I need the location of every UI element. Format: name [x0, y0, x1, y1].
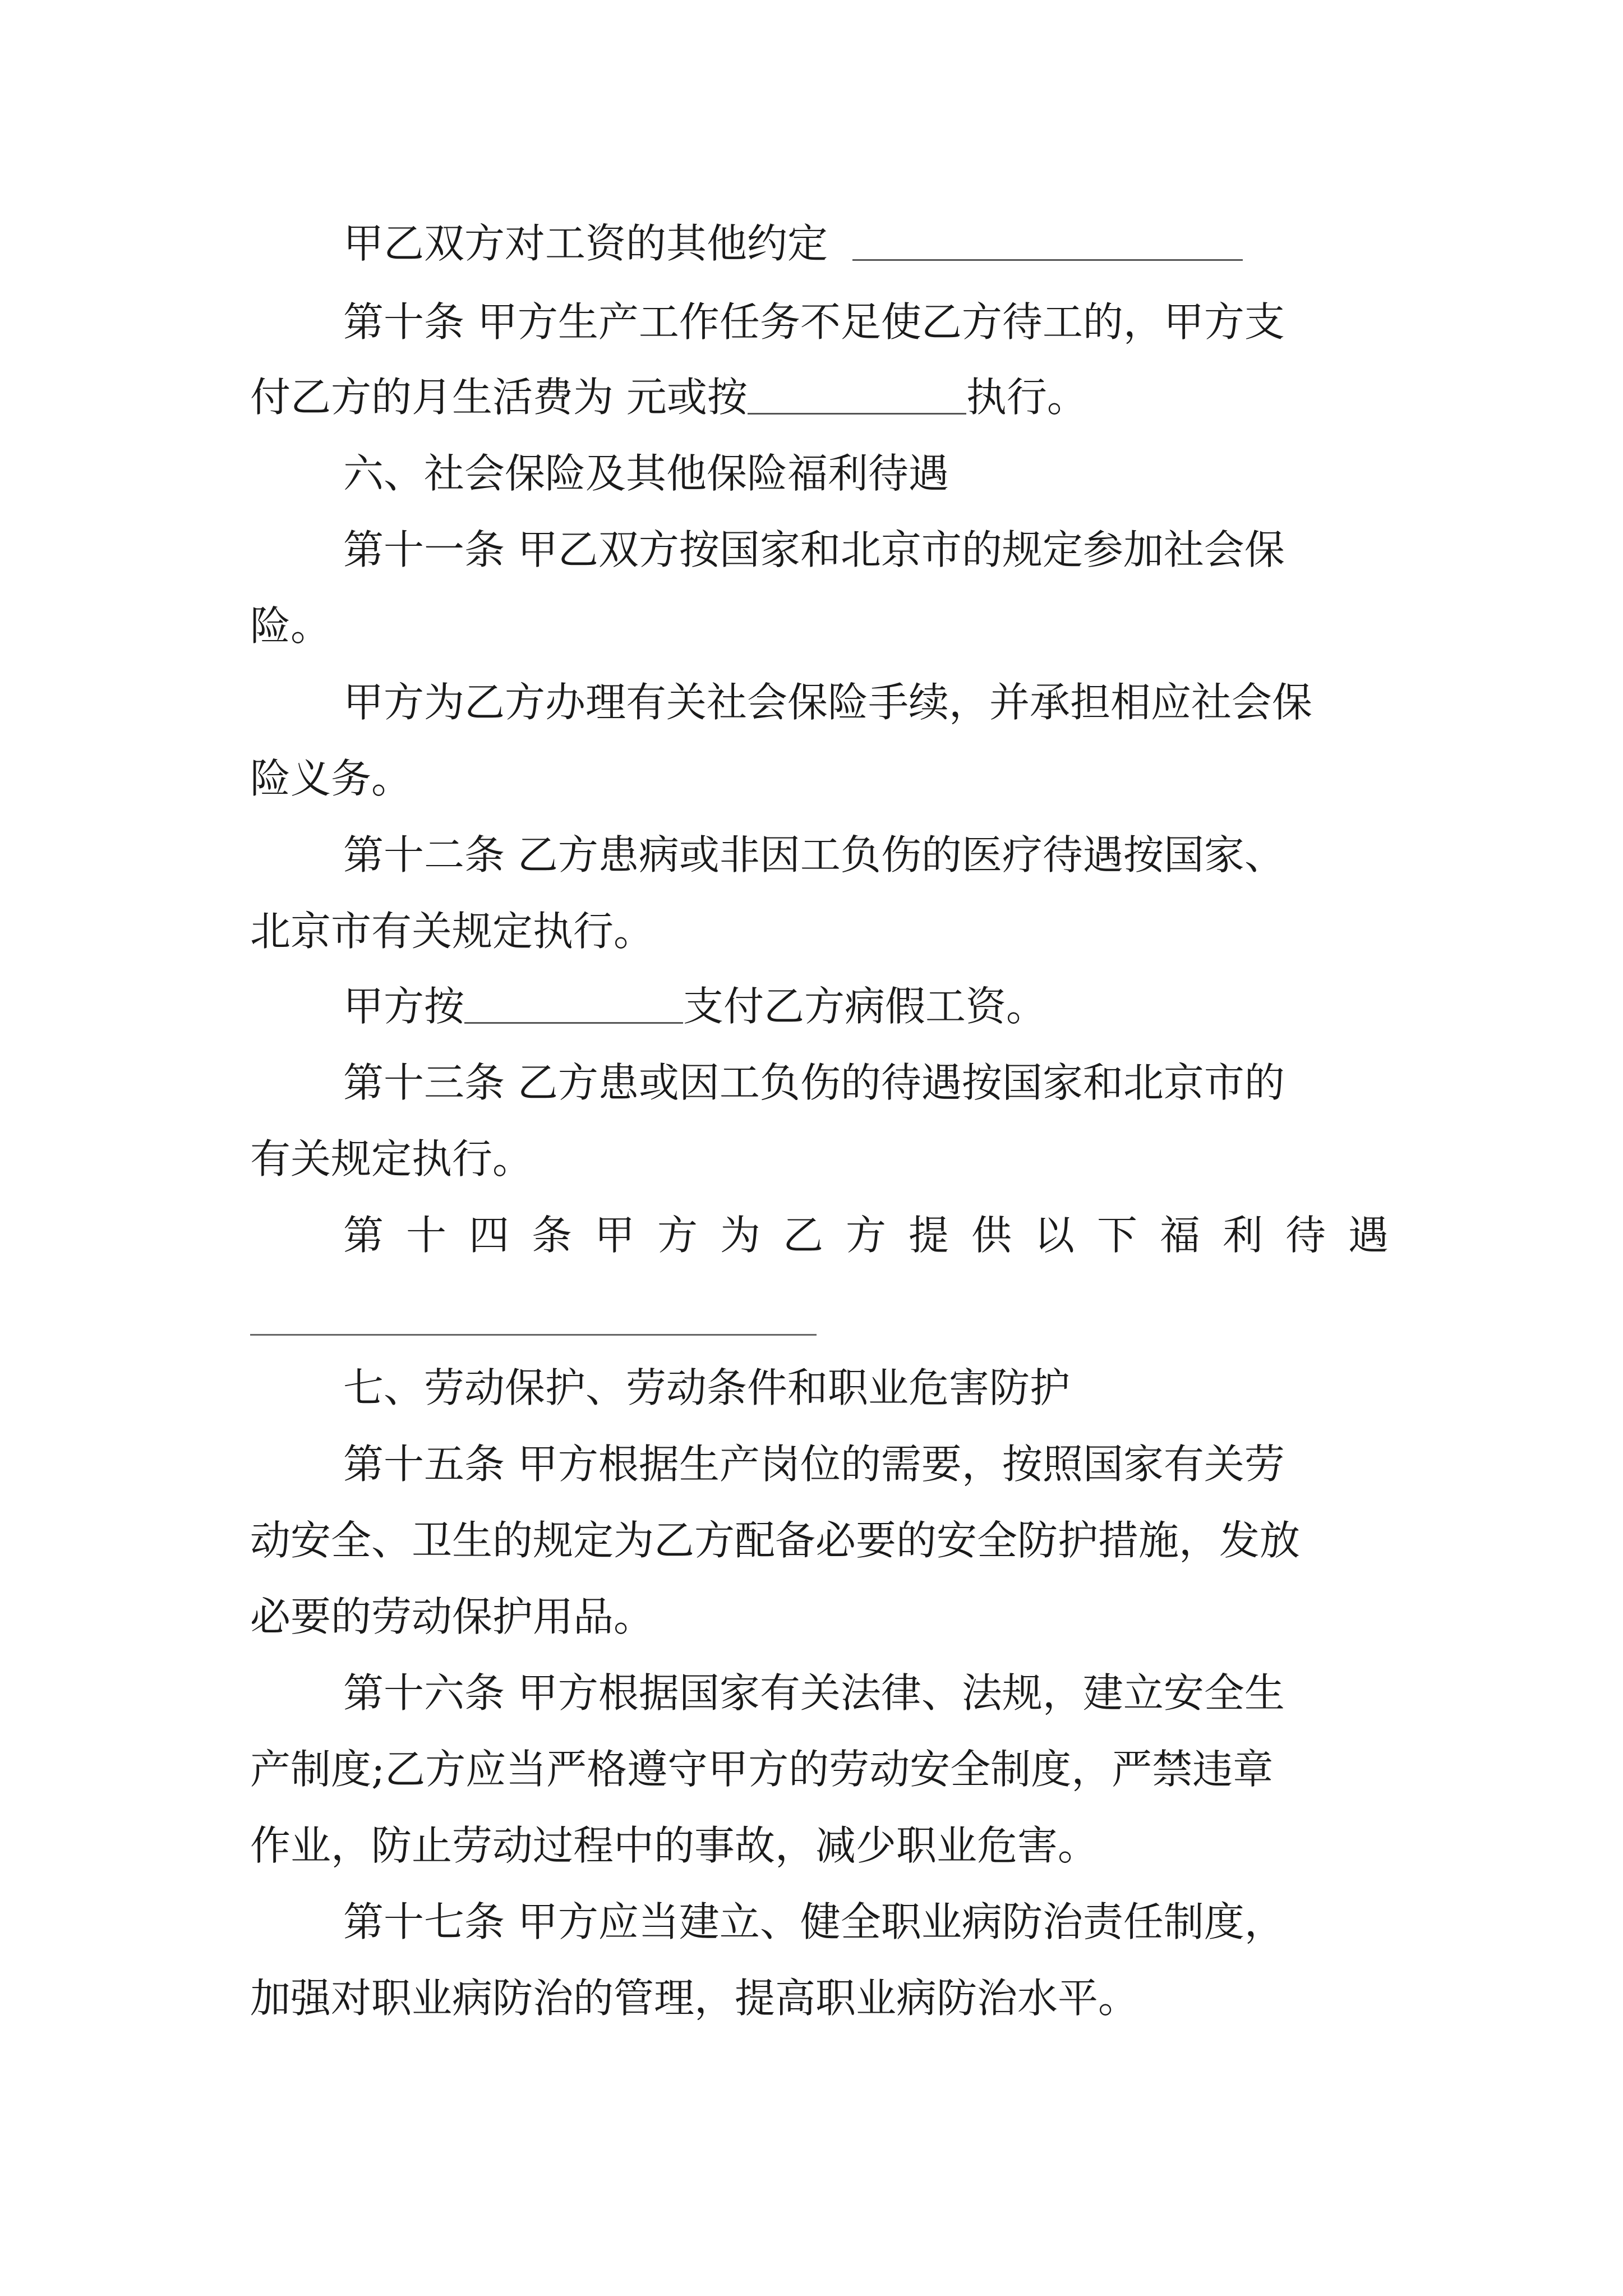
text-segment: 支付乙方病假工资。 [683, 983, 1047, 1030]
paragraph-line: 有关规定执行。 [250, 1135, 533, 1182]
paragraph-line: 第十六条 甲方根据国家有关法律、法规，建立安全生 [343, 1669, 1285, 1717]
paragraph-line: 北京市有关规定执行。 [250, 908, 654, 955]
paragraph-line: 第十七条 甲方应当建立、健全职业病防治责任制度， [343, 1898, 1285, 1945]
paragraph-line [343, 979, 1046, 1033]
paragraph-line: 第十五条 甲方根据生产岗位的需要，按照国家有关劳 [343, 1441, 1285, 1488]
fill-blank [748, 370, 966, 415]
paragraph-line: 动安全、卫生的规定为乙方配备必要的安全防护措施，发放 [250, 1517, 1301, 1564]
text-segment: 付乙方的月生活费为 元或按 [250, 374, 748, 421]
paragraph-line: 第十三条 乙方患或因工负伤的待遇按国家和北京市的 [343, 1059, 1285, 1106]
paragraph-line: 第十二条 乙方患病或非因工负伤的医疗待遇按国家、 [343, 831, 1285, 878]
paragraph-line: 甲方为乙方办理有关社会保险手续，并承担相应社会保 [343, 679, 1313, 726]
fill-blank [852, 217, 1243, 261]
paragraph-line [343, 217, 1243, 270]
paragraph-line: 第十条 甲方生产工作任务不足使乙方待工的，甲方支 [343, 298, 1285, 346]
paragraph-line: 险义务。 [250, 755, 412, 802]
paragraph-line [250, 370, 1087, 424]
paragraph-line: 产制度;乙方应当严格遵守甲方的劳动安全制度，严禁违章 [250, 1746, 1274, 1793]
paragraph-line: 第 十 四 条 甲 方 为 乙 方 提 供 以 下 福 利 待 遇 [343, 1212, 1389, 1259]
paragraph-line: 必要的劳动保护用品。 [250, 1593, 654, 1640]
paragraph-line: 第十一条 甲乙双方按国家和北京市的规定参加社会保 [343, 526, 1285, 573]
paragraph-line: 加强对职业病防治的管理，提高职业病防治水平。 [250, 1975, 1139, 2022]
fill-blank [250, 1334, 817, 1336]
section-heading: 六、社会保险及其他保险福利待遇 [343, 450, 949, 497]
paragraph-line: 险。 [250, 602, 331, 650]
text-segment: 执行。 [966, 374, 1087, 421]
paragraph-line: 作业，防止劳动过程中的事故，减少职业危害。 [250, 1822, 1099, 1869]
section-heading: 七、劳动保护、劳动条件和职业危害防护 [343, 1364, 1071, 1411]
text-segment: 甲乙双方对工资的其他约定 [343, 220, 828, 267]
text-segment: 甲方按 [343, 983, 465, 1030]
fill-blank [464, 979, 683, 1024]
